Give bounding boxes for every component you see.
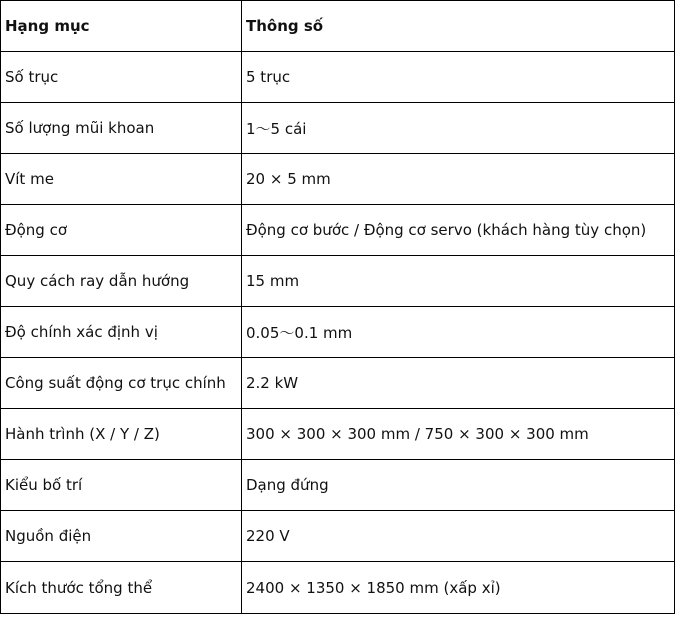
row-spec-cell: 2400 × 1350 × 1850 mm (xấp xỉ) (242, 562, 675, 614)
header-spec: Thông số (242, 1, 675, 52)
row-item-cell: Vít me (1, 154, 242, 205)
row-spec-cell: 1～5 cái (242, 103, 675, 154)
table-row (1, 409, 675, 460)
table-row (1, 205, 675, 256)
row-item-cell: Kích thước tổng thể (1, 562, 242, 614)
table-row (1, 307, 675, 358)
table-row (1, 256, 675, 307)
table-row (1, 460, 675, 511)
header-item: Hạng mục (1, 1, 242, 52)
row-item-cell: Độ chính xác định vị (1, 307, 242, 358)
row-item-cell: Nguồn điện (1, 511, 242, 562)
row-item-cell: Động cơ (1, 205, 242, 256)
table-row (1, 154, 675, 205)
row-spec-cell: 15 mm (242, 256, 675, 307)
row-item-cell: Hành trình (X / Y / Z) (1, 409, 242, 460)
row-spec-cell: Dạng đứng (242, 460, 675, 511)
table-header-row (1, 1, 675, 52)
row-spec-cell: 220 V (242, 511, 675, 562)
table-row (1, 511, 675, 562)
row-item-cell: Kiểu bố trí (1, 460, 242, 511)
row-item-cell: Số trục (1, 52, 242, 103)
row-spec-cell: Động cơ bước / Động cơ servo (khách hàng tùy chọn) (242, 205, 675, 256)
row-spec-cell: 5 trục (242, 52, 675, 103)
row-item-cell: Số lượng mũi khoan (1, 103, 242, 154)
row-item-cell: Công suất động cơ trục chính (1, 358, 242, 409)
table-row (1, 103, 675, 154)
row-spec-cell: 0.05～0.1 mm (242, 307, 675, 358)
row-spec-cell: 300 × 300 × 300 mm / 750 × 300 × 300 mm (242, 409, 675, 460)
table-row (1, 562, 675, 614)
table-row (1, 358, 675, 409)
row-spec-cell: 2.2 kW (242, 358, 675, 409)
row-spec-cell: 20 × 5 mm (242, 154, 675, 205)
table-row (1, 52, 675, 103)
row-item-cell: Quy cách ray dẫn hướng (1, 256, 242, 307)
